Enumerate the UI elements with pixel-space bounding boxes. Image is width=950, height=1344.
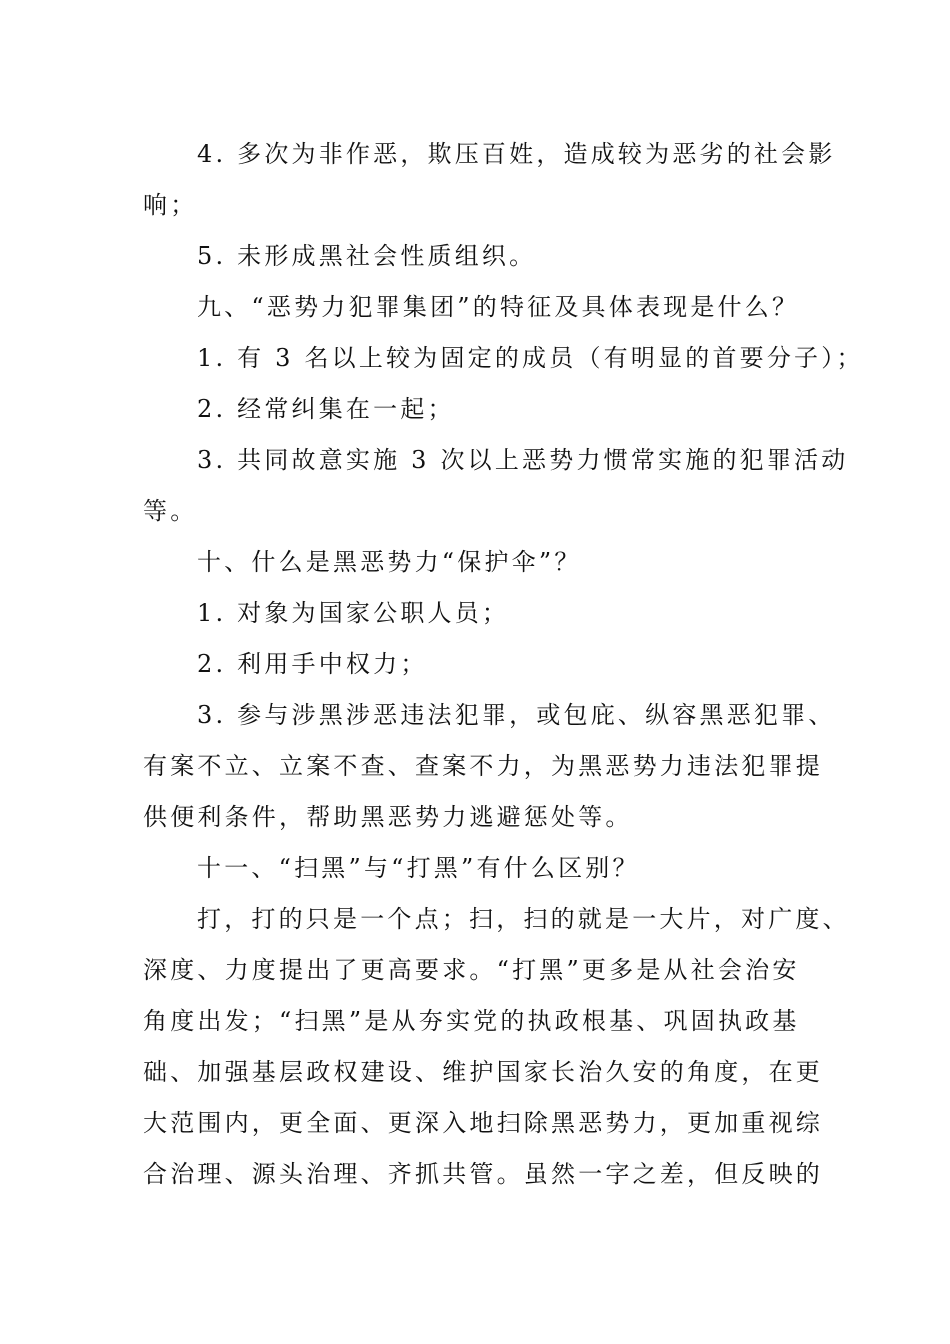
paragraph-item-3: [143, 690, 836, 843]
text-line: 3. 参与涉黑涉恶违法犯罪，或包庇、纵容黑恶犯罪、: [197, 701, 836, 729]
text-line: 合治理、源头治理、齐抓共管。虽然一字之差，但反映的: [143, 1160, 823, 1188]
text-line: 础、加强基层政权建设、维护国家长治久安的角度，在更: [143, 1058, 823, 1086]
paragraph-item-1: [143, 333, 864, 384]
section-heading-10: [143, 537, 808, 588]
text-line: 打，打的只是一个点；扫，扫的就是一大片，对广度、: [197, 905, 850, 933]
text-line: 大范围内，更全面、更深入地扫除黑恶势力，更加重视综: [143, 1109, 823, 1137]
text-line: 角度出发；“扫黑”是从夯实党的执政根基、巩固执政基: [143, 1007, 800, 1035]
heading-text: 十一、“扫黑”与“打黑”有什么区别？: [197, 854, 640, 882]
text-line: 深度、力度提出了更高要求。“打黑”更多是从社会治安: [143, 956, 800, 984]
text-line: 4. 多次为非作恶，欺压百姓，造成较为恶劣的社会影: [197, 140, 836, 168]
paragraph-item-5: [143, 231, 808, 282]
section-heading-11: [143, 843, 808, 894]
text-line: 1. 有 3 名以上较为固定的成员（有明显的首要分子）；: [197, 344, 864, 372]
text-line: 2. 经常纠集在一起；: [197, 395, 455, 423]
heading-text: 九、“恶势力犯罪集团”的特征及具体表现是什么？: [197, 293, 800, 321]
text-line: 响；: [143, 191, 198, 219]
paragraph-item-4: [143, 129, 836, 231]
document-body: [143, 129, 864, 1200]
text-line: 5. 未形成黑社会性质组织。: [197, 242, 537, 270]
paragraph-item-1: [143, 588, 808, 639]
paragraph-item-3: [143, 435, 849, 537]
heading-text: 十、什么是黑恶势力“保护伞”？: [197, 548, 582, 576]
text-line: 等。: [143, 497, 198, 525]
text-line: 2. 利用手中权力；: [197, 650, 428, 678]
text-line: 供便利条件，帮助黑恶势力逃避惩处等。: [143, 803, 633, 831]
body-paragraph: [143, 894, 850, 1200]
paragraph-item-2: [143, 384, 808, 435]
paragraph-item-2: [143, 639, 808, 690]
text-line: 3. 共同故意实施 3 次以上恶势力惯常实施的犯罪活动: [197, 446, 849, 474]
text-line: 有案不立、立案不查、查案不力，为黑恶势力违法犯罪提: [143, 752, 823, 780]
section-heading-9: [143, 282, 808, 333]
text-line: 1. 对象为国家公职人员；: [197, 599, 510, 627]
